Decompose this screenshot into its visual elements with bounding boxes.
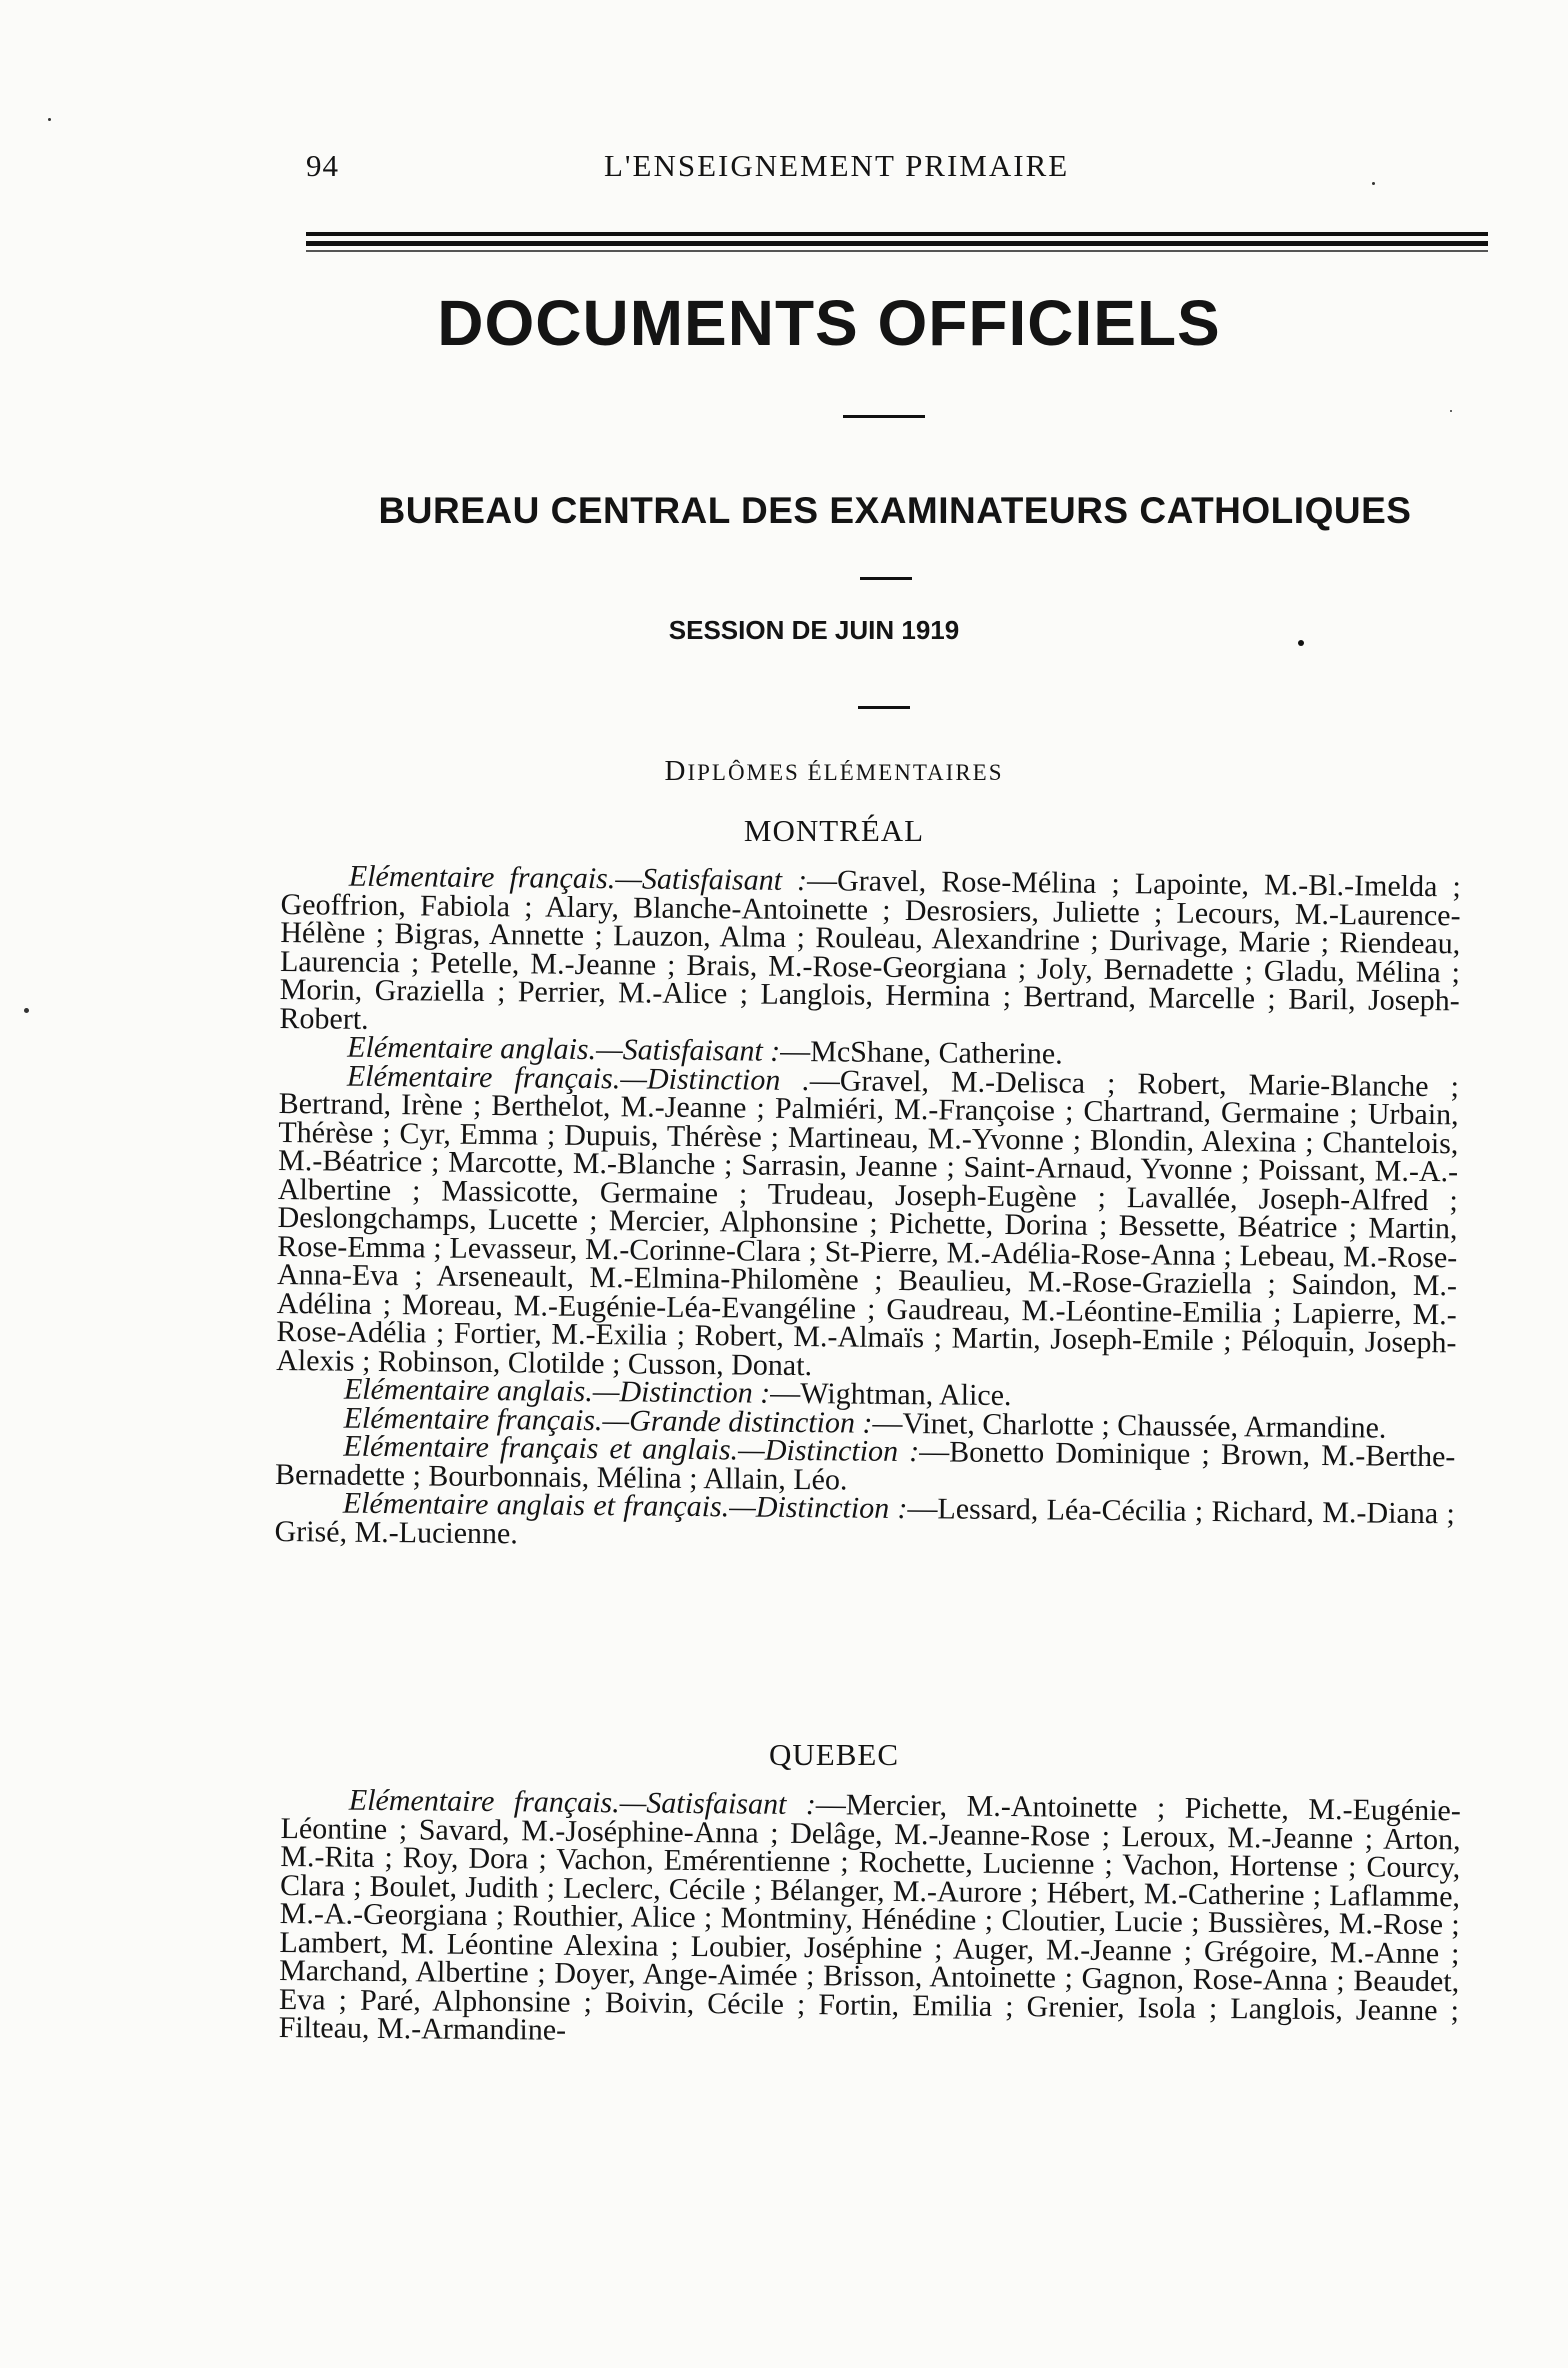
entry-names: —Wightman, Alice. [770, 1376, 1012, 1413]
quebec-entry [278, 1783, 1461, 2054]
running-title: L'ENSEIGNEMENT PRIMAIRE [604, 148, 1070, 183]
montreal-entry [274, 1486, 1455, 1557]
diplomes-first-letter: D [664, 755, 688, 787]
header-rule-bottom [306, 250, 1488, 252]
header-rule-top [306, 232, 1488, 236]
diplomes-rest: IPLÔMES ÉLÉMENTAIRES [687, 760, 1004, 785]
entry-names: —Lessard, Léa-Cécilia ; Richard, M.-Diana ; Grisé, M.-Lucienne. [274, 1492, 1455, 1550]
scan-speck [48, 118, 51, 121]
bureau-title: BUREAU CENTRAL DES EXAMINATEURS CATHOLIQUES [378, 490, 1412, 531]
entry-label: Elémentaire anglais et français.—Distinction : [342, 1486, 908, 1526]
header-rule-middle [306, 241, 1488, 246]
entry-label: Elémentaire anglais.—Distinction : [343, 1372, 771, 1410]
entry-names: —Vinet, Charlotte ; Chaussée, Armandine. [872, 1406, 1387, 1445]
entry-label: Elémentaire français.—Satisfaisant : [348, 1783, 817, 1822]
montreal-entry [276, 1061, 1459, 1386]
session-dash [858, 706, 910, 709]
entry-label: Elémentaire français.—Grande distinction : [343, 1401, 873, 1440]
session-dot [1298, 640, 1304, 646]
quebec-heading: QUEBEC [769, 1737, 899, 1772]
diplomes-heading [0, 755, 1568, 788]
entry-names: —Bonetto Dominique ; Brown, M.-Berthe-Bernadette ; Bourbonnais, Mélina ; Allain, Léo. [274, 1435, 1456, 1496]
scan-speck [1372, 182, 1375, 185]
montreal-heading: MONTRÉAL [743, 813, 925, 848]
entry-label: Elémentaire anglais.—Satisfaisant : [347, 1030, 781, 1068]
session-title: SESSION DE JUIN 1919 [668, 615, 960, 645]
page-number: 94 [306, 148, 339, 183]
title-dash [843, 415, 925, 418]
entry-names: —Gravel, Rose-Mélina ; Lapointe, M.-Bl.-Imelda ; Geoffrion, Fabiola ; Alary, Blanche-Antoinette ; Desrosiers, Juliette ; Lecours, M.-Laurence-Hélène ; Bigras, Annette ; Lauzon, Alma ; Rouleau, Alexandrine ; Durivage, Marie ; Riendeau, Laurencia ; Petelle, M.-Jeanne ; Brais, M.-Rose-Georgiana ; Joly, Bernadette ; Gladu, Mélina ; Morin, Graziella ; Perrier, M.-Alice ; Langlois, Hermina ; Bertrand, Marcelle ; Baril, Joseph-Robert. [279, 864, 1461, 1036]
montreal-list [274, 859, 1461, 1557]
entry-label: Elémentaire français.—Distinction . [346, 1059, 810, 1097]
entry-names: —Mercier, M.-Antoinette ; Pichette, M.-Eugénie-Léontine ; Savard, M.-Joséphine-Anna ; Delâge, M.-Jeanne-Rose ; Leroux, M.-Jeanne ; Arton, M.-Rita ; Roy, Dora ; Vachon, Emérentienne ; Rochette, Lucienne ; Vachon, Hortense ; Courcy, Clara ; Boulet, Judith ; Leclerc, Cécile ; Bélanger, M.-Aurore ; Hébert, M.-Catherine ; Laflamme, M.-A.-Georgiana ; Routhier, Alice ; Montminy, Hénédine ; Cloutier, Lucie ; Bussières, M.-Rose ; Lambert, M. Léontine Alexina ; Loubier, Joséphine ; Auger, M.-Jeanne ; Grégoire, M.-Anne ; Marchand, Albertine ; Doyer, Ange-Aimée ; Brisson, Antoinette ; Gagnon, Rose-Anna ; Beaudet, Eva ; Paré, Alphonsine ; Boivin, Cécile ; Fortin, Emilia ; Grenier, Isola ; Langlois, Jeanne ; Filteau, M.-Armandine- [278, 1788, 1461, 2047]
section-title: DOCUMENTS OFFICIELS [437, 287, 1221, 359]
bureau-dash [860, 577, 912, 580]
entry-names: —McShane, Catherine. [780, 1034, 1063, 1071]
quebec-list [278, 1783, 1461, 2054]
montreal-entry [279, 859, 1461, 1044]
entry-label: Elémentaire français.—Satisfaisant : [348, 859, 808, 898]
scan-speck [24, 1008, 29, 1013]
scan-speck [1450, 410, 1452, 412]
entry-names: —Gravel, M.-Delisca ; Robert, Marie-Blanche ; Bertrand, Irène ; Berthelot, M.-Jeanne ; Palmiéri, M.-Françoise ; Chartrand, Germaine ; Urbain, Thérèse ; Cyr, Emma ; Dupuis, Thérèse ; Martineau, M.-Yvonne ; Blondin, Alexina ; Chantelois, M.-Béatrice ; Marcotte, M.-Blanche ; Sarrasin, Jeanne ; Saint-Arnaud, Yvonne ; Poissant, M.-A.-Albertine ; Massicotte, Germaine ; Trudeau, Joseph-Eugène ; Lavallée, Joseph-Alfred ; Deslongchamps, Lucette ; Mercier, Alphonsine ; Pichette, Dorina ; Bessette, Béatrice ; Martin, Rose-Emma ; Levasseur, M.-Corinne-Clara ; St-Pierre, M.-Adélia-Rose-Anna ; Lebeau, M.-Rose-Anna-Eva ; Arseneault, M.-Elmina-Philomène ; Beaulieu, M.-Rose-Graziella ; Saindon, M.-Adélina ; Moreau, M.-Eugénie-Léa-Evangéline ; Gaudreau, M.-Léontine-Emilia ; Lapierre, M.-Rose-Adélia ; Fortier, M.-Exilia ; Robert, M.-Almaïs ; Martin, Joseph-Emile ; Péloquin, Joseph-Alexis ; Robinson, Clotilde ; Cusson, Donat. [276, 1063, 1460, 1382]
entry-label: Elémentaire français et anglais.—Distinction : [343, 1429, 920, 1469]
